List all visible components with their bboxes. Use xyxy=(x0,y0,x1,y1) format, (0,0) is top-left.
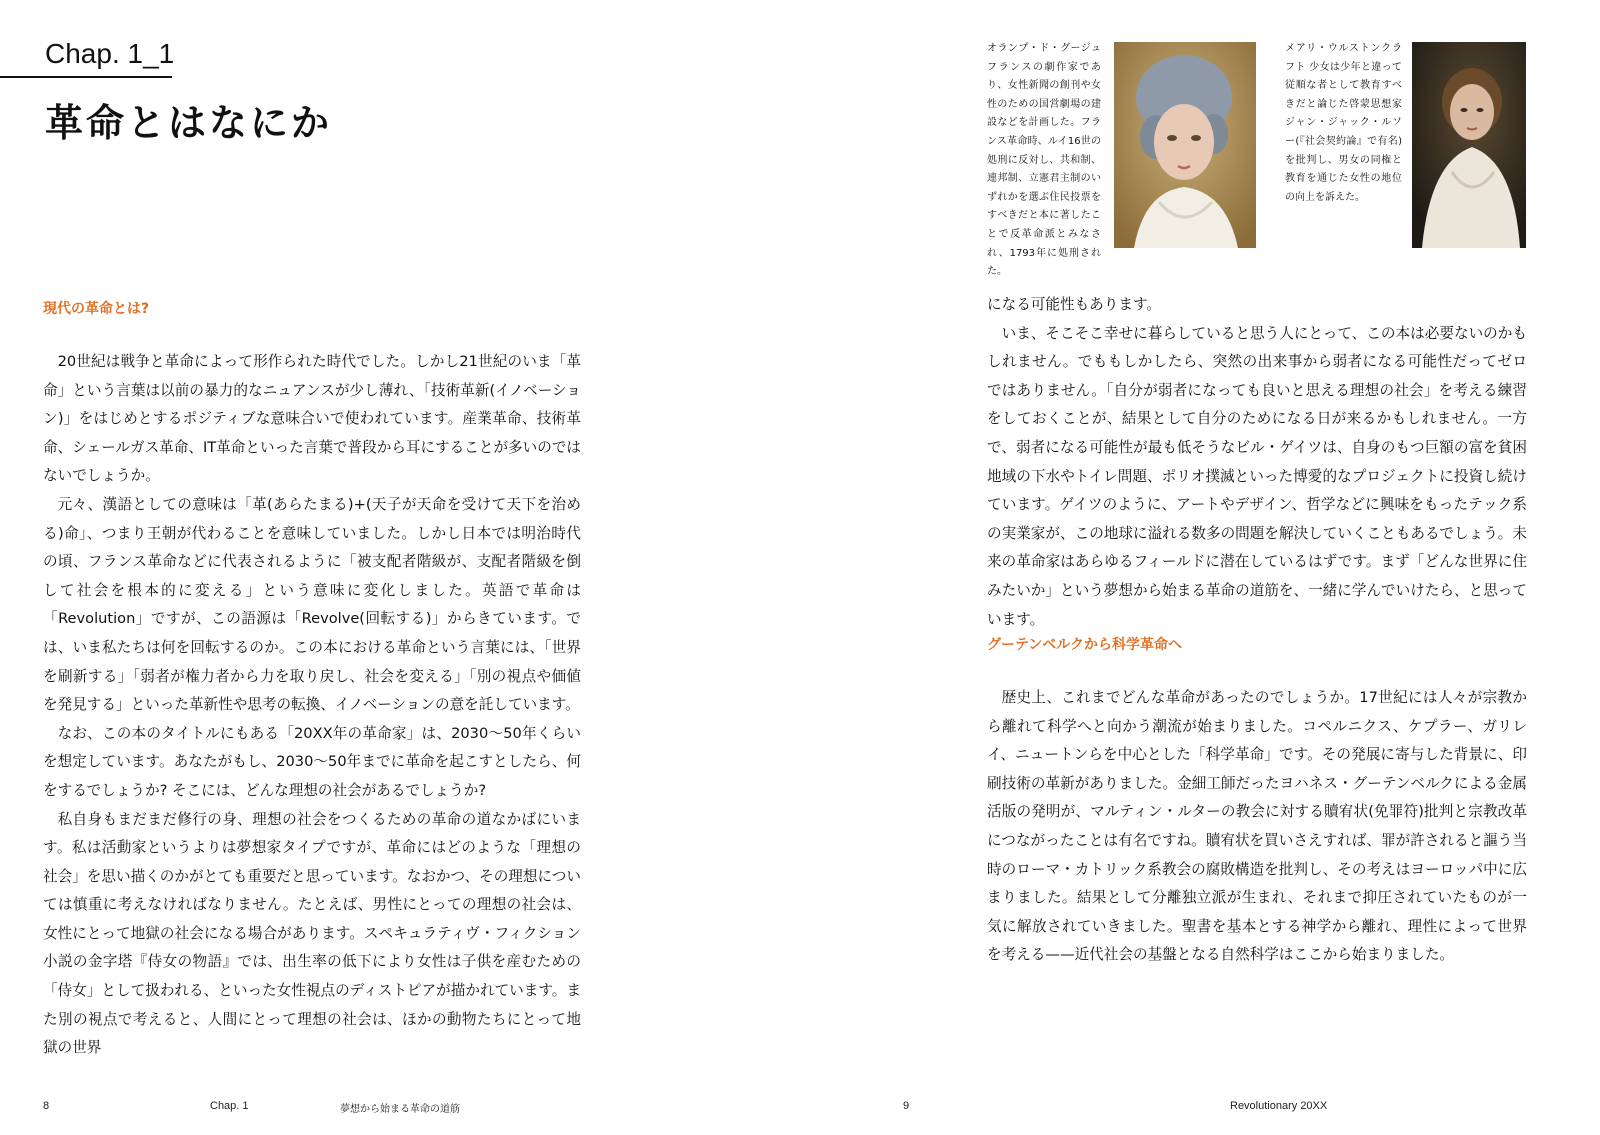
paragraph: になる可能性もあります。 xyxy=(987,296,1161,313)
left-body-text xyxy=(43,348,581,1063)
footer-page-number: 9 xyxy=(903,1100,910,1112)
paragraph: 20世紀は戦争と革命によって形作られた時代でした。しかし21世紀のいま「革命」という言葉は以前の暴力的なニュアンスが少し薄れ、「技術革新(イノベーション)」をはじめとするポジティブな意味合いで使われています。産業革命、技術革命、シェールガス革命、IT革命といった言葉で普段から耳にすることが多いのではないでしょうか。 xyxy=(43,353,582,485)
paragraph: なお、この本のタイトルにもある「20XX年の革命家」は、2030〜50年くらいを想定しています。あなたがもし、2030〜50年までに革命を起こすとしたら、何をするでしょうか? そこには、どんな理想の社会があるでしょうか? xyxy=(43,724,581,799)
section-heading-gutenberg: グーテンベルクから科学革命へ xyxy=(987,637,1183,653)
footer-chapter-name: 夢想から始まる革命の道筋 xyxy=(340,1104,460,1115)
chapter-label: Chap. 1_1 xyxy=(45,38,175,69)
footer-book-title: Revolutionary 20XX xyxy=(1230,1100,1328,1112)
paragraph: 私自身もまだまだ修行の身、理想の社会をつくるための革命の道なかばにいます。私は活動家というよりは夢想家タイプですが、革命にはどのような「理想の社会」を思い描くのかがとても重要だと思っています。なおかつ、その理想については慎重に考えなければなりません。たとえば、男性にとっての理想の社会は、女性にとって地獄の社会になる場合があります。スペキュラティヴ・フィクション小説の金字塔『侍女の物語』では、出生率の低下により女性は子供を産むための「侍女」として扱われる、といった女性視点のディストピアが描かれています。また別の視点で考えると、人間にとって理想の社会は、ほかの動物たちにとって地獄の世界 xyxy=(43,810,581,1057)
chapter-rule xyxy=(0,76,172,78)
chapter-title: 革命とはなにか xyxy=(45,101,333,145)
section-heading-modern-revolution: 現代の革命とは? xyxy=(43,301,150,317)
footer-page-number: 8 xyxy=(43,1100,50,1112)
paragraph: いま、そこそこ幸せに暮らしていると思う人にとって、この本は必要ないのかもしれません。でももしかしたら、突然の出来事から弱者になる可能性だってゼロではありません。「自分が弱者になっても良いと思える理想の社会」を考える練習をしておくことが、結果として自分のためになる日が来るかもしれません。一方で、弱者になる可能性が最も低そうなビル・ゲイツは、自身のもつ巨額の富を貧困地域の下水やトイレ問題、ポリオ撲滅といった博愛的なプロジェクトに投資し続けています。ゲイツのように、アートやデザイン、哲学などに興味をもったテック系の実業家が、この地球に溢れる数多の問題を解決していくこともあるでしょう。未来の革命家はあらゆるフィールドに潜在しているはずです。まず「どんな世界に住みたいか」という夢想から始まる革命の道筋を、一緒に学んでいけたら、と思っています。 xyxy=(987,324,1527,628)
right-body-text-2 xyxy=(987,684,1527,970)
paragraph: 元々、漢語としての意味は「革(あらたまる)+(天子が天命を受けて天下を治める)命」、つまり王朝が代わることを意味していました。しかし日本では明治時代の頃、フランス革命などに代表されるように「被支配者階級が、支配者階級を倒して社会を根本的に変える」という意味に変化しました。英語で革命は「Revolution」ですが、この語源は「Revolve(回転する)」からきています。では、いま私たちは何を回転するのか。この本における革命という言葉には、「世界を刷新する」「弱者が権力者から力を取り戻し、社会を変える」「別の視点や価値を発見する」といった革新性や思考の転換、イノベーションの意を託しています。 xyxy=(43,495,581,714)
paragraph: 歴史上、これまでどんな革命があったのでしょうか。17世紀には人々が宗教から離れて科学へと向かう潮流が始まりました。コペルニクス、ケプラー、ガリレイ、ニュートンらを中心とした「科学革命」です。その発展に寄与した背景に、印刷技術の革新がありました。金細工師だったヨハネス・グーテンベルクによる金属活版の発明が、マルティン・ルターの教会に対する贖宥状(免罪符)批判と宗教改革につながったことは有名ですね。贖宥状を買いさえすれば、罪が許されると謳う当時のローマ・カトリック系教会の腐敗構造を批判し、その考えはヨーロッパ中に広まりました。結果として分離独立派が生まれ、それまで抑圧されていたものが一気に解放されていきました。聖書を基本とする神学から離れ、理性によって世界を考える——近代社会の基盤となる自然科学はここから始まりました。 xyxy=(987,689,1527,964)
portrait-caption-gouges: オランプ・ド・グージュ フランスの劇作家であり、女性新聞の創刊や女性のための国営劇場の建設などを計画した。フランス革命時、ルイ16世の処刑に反対し、共和制、連邦制、立憲君主制のいずれかを選ぶ住民投票をすべきだと本に著したことで反革命派とみなされ、1793年に処刑された。 xyxy=(987,43,1101,278)
portrait-mary-wollstonecraft xyxy=(1412,42,1526,248)
portrait-olympe-de-gouges xyxy=(1114,42,1256,248)
portrait-caption-wollstonecraft: メアリ・ウルストンクラフト 少女は少年と違って従順な者として教育すべきだと論じた啓蒙思想家ジャン・ジャック・ルソー(『社会契約論』で有名)を批判し、男女の同権と教育を通じた女性の地位の向上を訴えた。 xyxy=(1285,43,1402,203)
right-page xyxy=(800,0,1600,1135)
right-body-text-1 xyxy=(987,291,1527,634)
footer-chapter: Chap. 1 xyxy=(210,1100,249,1112)
